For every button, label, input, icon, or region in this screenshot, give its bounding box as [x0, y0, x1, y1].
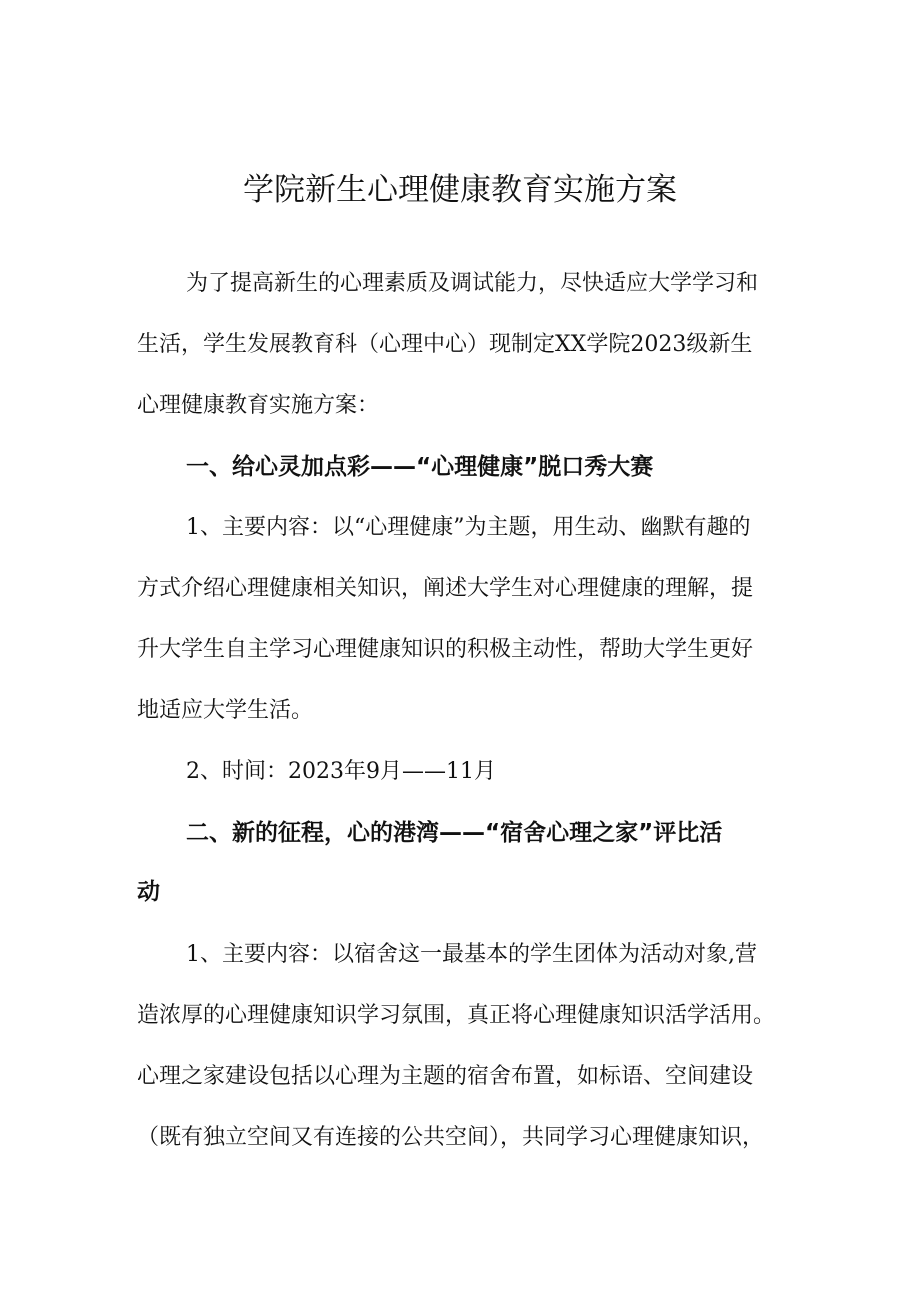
section-2-content-line: 心理之家建设包括以心理为主题的宿舍布置，如标语、空间建设 [137, 1064, 754, 1089]
document-title: 学院新生心理健康教育实施方案 [243, 172, 677, 208]
section-1-content-line: 升大学生自主学习心理健康知识的积极主动性，帮助大学生更好 [137, 637, 754, 662]
intro-paragraph-line: 生活，学生发展教育科（心理中心）现制定XX学院2023级新生 [137, 332, 753, 357]
section-heading-2: 二、新的征程，心的港湾——“宿舍心理之家”评比活 [186, 820, 723, 846]
section-2-content-line: 1、主要内容：以宿舍这一最基本的学生团体为活动对象,营 [186, 942, 757, 967]
section-1-content-line: 地适应大学生活。 [137, 698, 314, 723]
section-2-content-line: 造浓厚的心理健康知识学习氛围，真正将心理健康知识活学活用。 [137, 1003, 776, 1028]
section-1-content-line: 1、主要内容：以“心理健康”为主题，用生动、幽默有趣的 [186, 515, 751, 540]
intro-paragraph-line: 为了提高新生的心理素质及调试能力，尽快适应大学学习和 [186, 271, 759, 296]
section-1-content-line: 方式介绍心理健康相关知识，阐述大学生对心理健康的理解，提 [137, 576, 754, 601]
section-heading-2-continued: 动 [137, 879, 160, 905]
intro-paragraph-line: 心理健康教育实施方案： [137, 393, 380, 418]
section-heading-1: 一、给心灵加点彩——“心理健康”脱口秀大赛 [186, 454, 654, 480]
section-2-content-line: （既有独立空间又有连接的公共空间），共同学习心理健康知识， [137, 1125, 765, 1150]
section-1-time-line: 2、时间：2023年9月——11月 [186, 759, 496, 784]
